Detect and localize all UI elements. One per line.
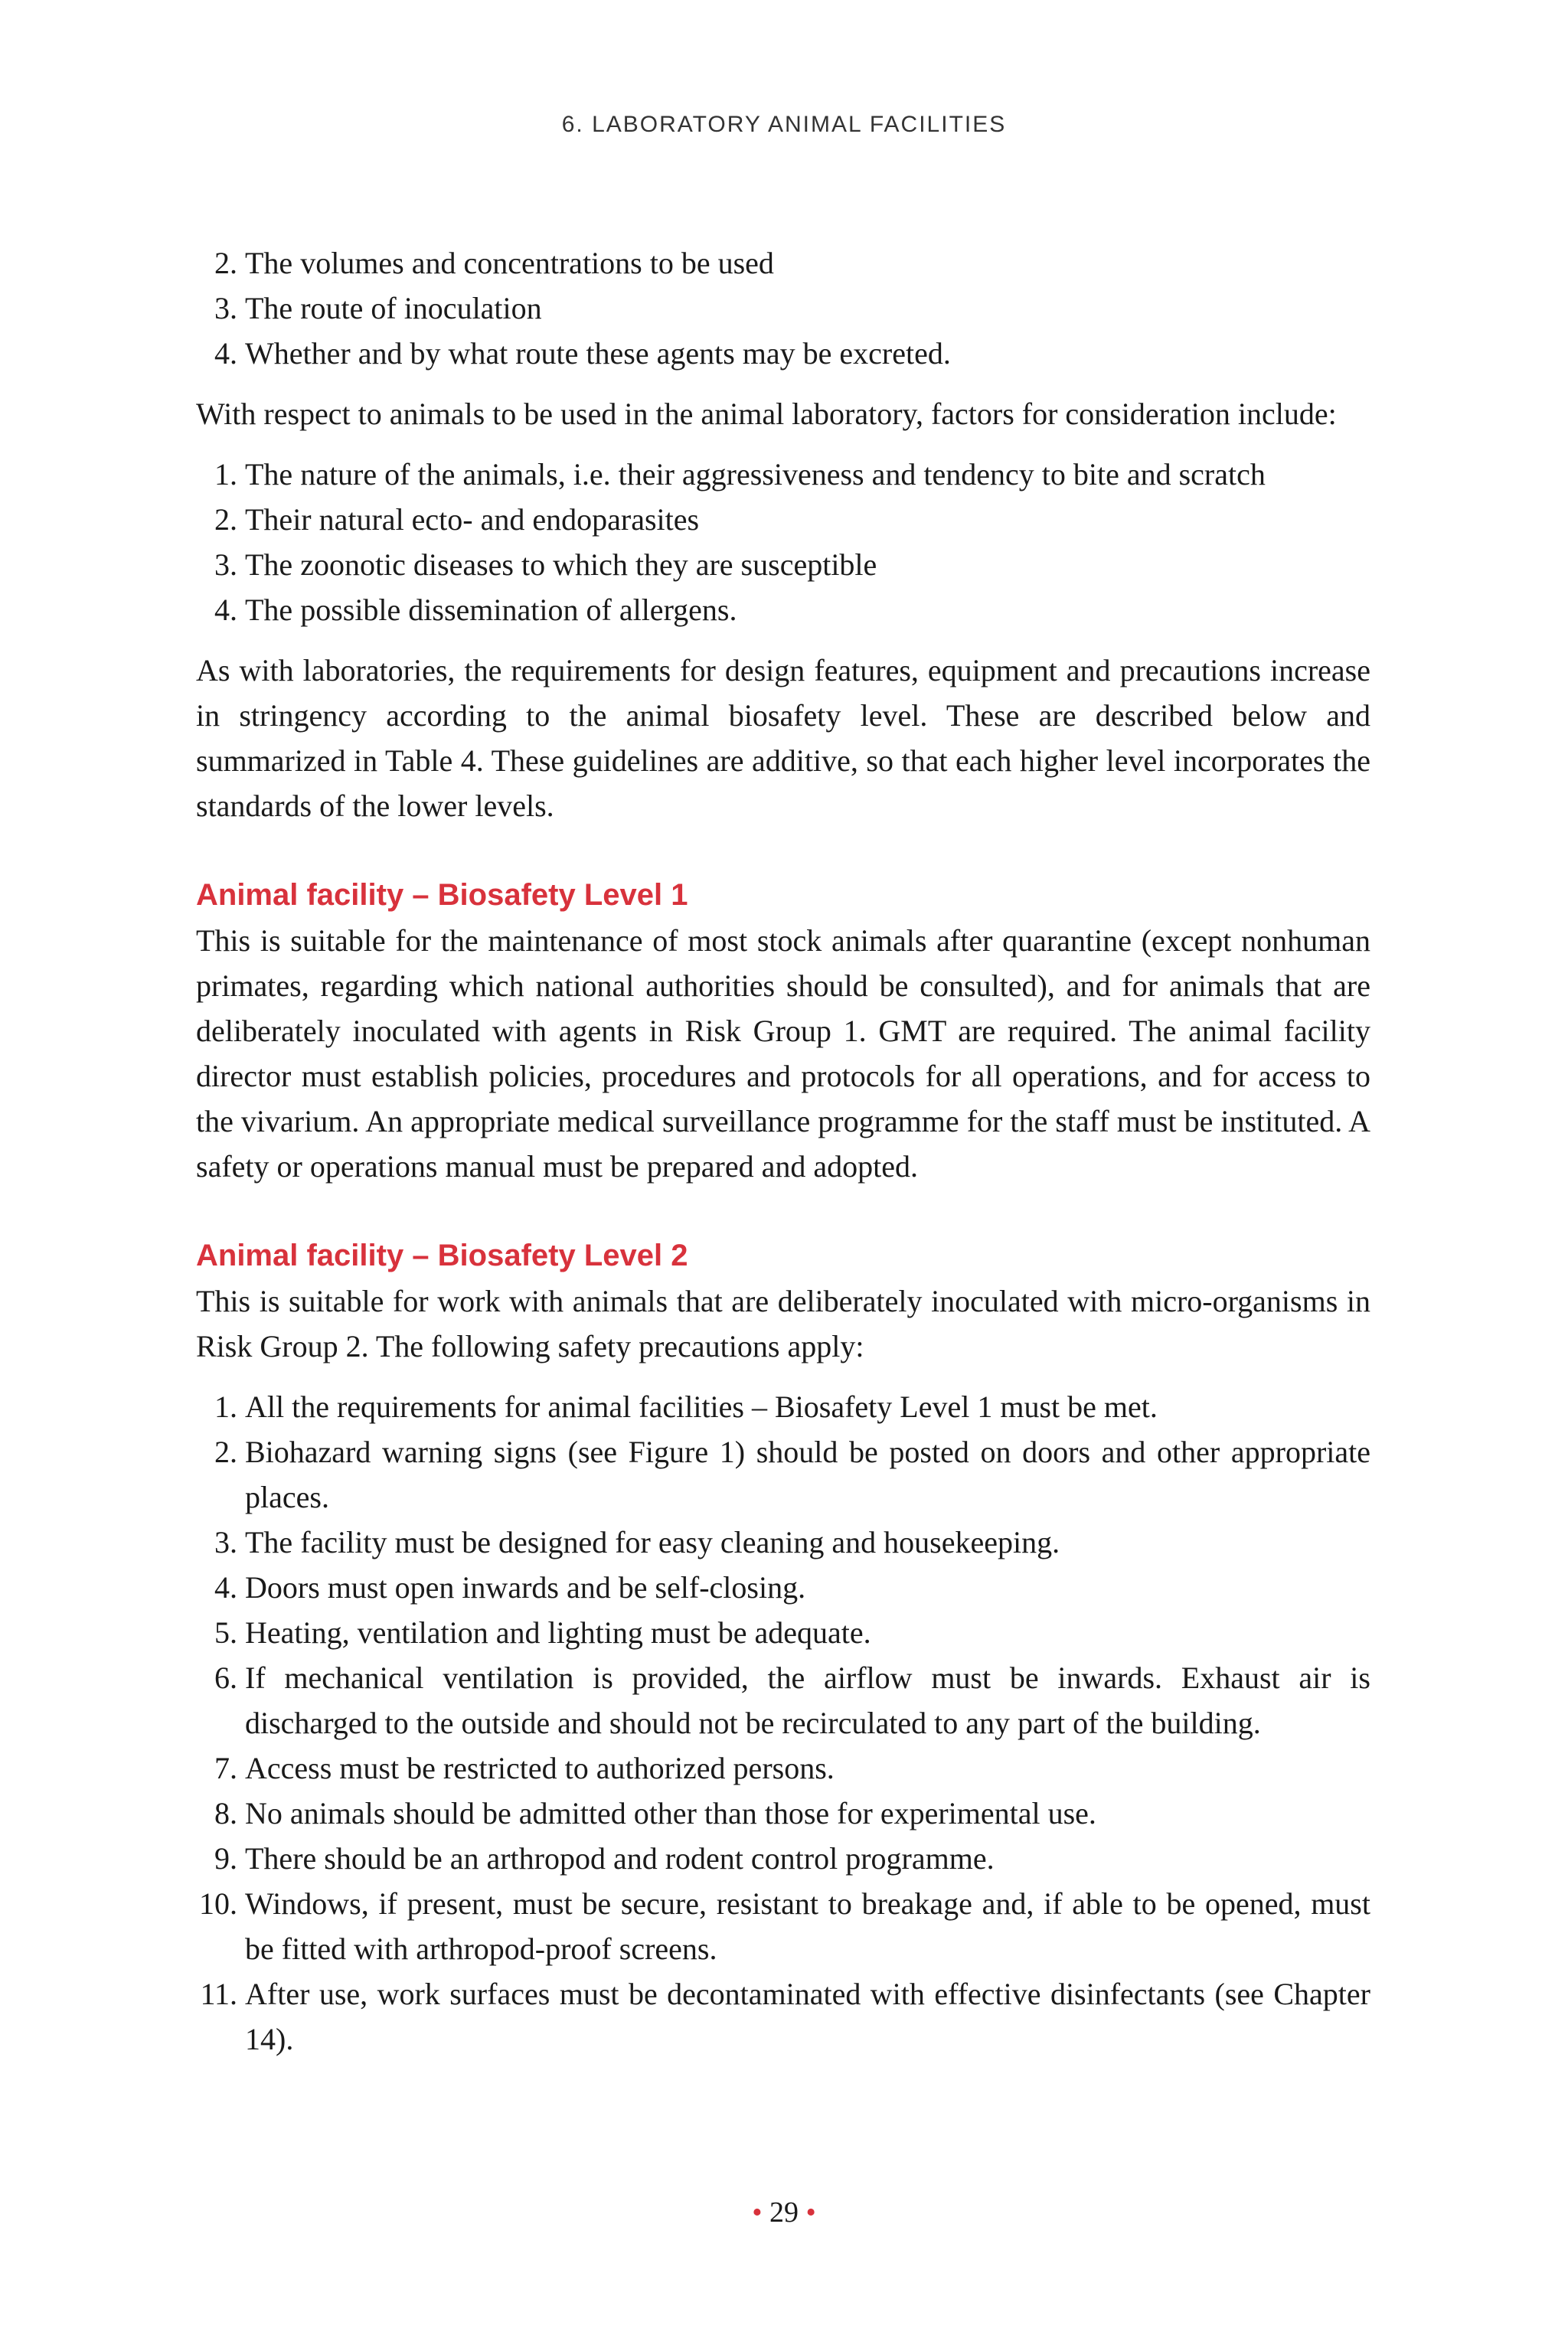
list-item <box>196 1745 1370 1791</box>
list-item-text: The route of inoculation <box>245 291 542 325</box>
list-item <box>196 1384 1370 1429</box>
list-item-text: If mechanical ventilation is provided, the airflow must be inwards. Exhaust air is discharged to the outside and should not be recirculated to any part of the building. <box>245 1661 1370 1740</box>
list-item <box>196 1836 1370 1881</box>
requirements-paragraph: As with laboratories, the requirements for design features, equipment and precautions increase in stringency according to the animal biosafety level. These are described below and summarized in Table 4. These guidelines are additive, so that each higher level incorporates the standards of the lower levels. <box>196 653 1370 823</box>
list-item <box>196 1610 1370 1655</box>
list-item-text: All the requirements for animal facilities – Biosafety Level 1 must be met. <box>245 1390 1158 1424</box>
list-item <box>196 240 1370 286</box>
animals-intro-paragraph: With respect to animals to be used in the animal laboratory, factors for consideration include: <box>196 397 1337 431</box>
bsl1-paragraph: This is suitable for the maintenance of most stock animals after quarantine (except nonhuman primates, regarding which national authorities should be consulted), and for animals that are deliberately inoculated with agents in Risk Group 1. GMT are required. The animal facility director must establish policies, procedures and protocols for all operations, and for access to the vivarium. An appropriate medical surveillance programme for the staff must be instituted. A safety or operations manual must be prepared and adopted. <box>196 923 1370 1184</box>
list-item <box>196 1429 1370 1520</box>
animal-factors-list <box>196 452 1370 632</box>
list-item-number: 4. <box>214 1570 237 1605</box>
agent-factors-list <box>196 240 1370 376</box>
list-item-number: 2. <box>214 246 237 280</box>
bullet-icon: • <box>805 2196 816 2229</box>
list-item <box>196 1881 1370 1971</box>
list-item-number: 10. <box>199 1886 237 1921</box>
list-item-number: 2. <box>214 502 237 537</box>
list-item-text: The volumes and concentrations to be used <box>245 246 774 280</box>
list-item-number: 1. <box>214 457 237 491</box>
list-item <box>196 542 1370 587</box>
list-item-text: Their natural ecto- and endoparasites <box>245 502 700 537</box>
list-item-text: Biohazard warning signs (see Figure 1) should be posted on doors and other appropriate places. <box>245 1435 1370 1514</box>
list-item-number: 7. <box>214 1751 237 1785</box>
list-item-text: The facility must be designed for easy cleaning and housekeeping. <box>245 1525 1060 1559</box>
list-item-number: 9. <box>214 1841 237 1876</box>
list-item-text: Heating, ventilation and lighting must be adequate. <box>245 1615 871 1650</box>
bsl2-heading: Animal facility – Biosafety Level 2 <box>196 1239 688 1272</box>
list-item-text: Whether and by what route these agents may be excreted. <box>245 336 951 371</box>
running-header: 6. LABORATORY ANIMAL FACILITIES <box>561 112 1007 137</box>
bsl2-precautions-list <box>196 1384 1370 2062</box>
list-item-number: 3. <box>214 1525 237 1559</box>
list-item <box>196 452 1370 497</box>
list-item <box>196 497 1370 542</box>
bsl1-heading: Animal facility – Biosafety Level 1 <box>196 878 688 912</box>
bsl2-paragraph: This is suitable for work with animals that are deliberately inoculated with micro-organisms in Risk Group 2. The following safety precautions apply: <box>196 1284 1370 1363</box>
list-item-text: After use, work surfaces must be decontaminated with effective disinfectants (see Chapter 14). <box>245 1977 1370 2056</box>
page-number-value: 29 <box>769 2196 799 2229</box>
list-item-number: 8. <box>214 1796 237 1830</box>
bullet-icon: • <box>752 2196 763 2229</box>
list-item <box>196 1971 1370 2062</box>
list-item-number: 3. <box>214 547 237 582</box>
list-item-text: Windows, if present, must be secure, resistant to breakage and, if able to be opened, must be fitted with arthropod-proof screens. <box>245 1886 1370 1966</box>
list-item-number: 5. <box>214 1615 237 1650</box>
list-item-number: 4. <box>214 593 237 627</box>
list-item-number: 11. <box>200 1977 237 2011</box>
list-item-text: Access must be restricted to authorized persons. <box>245 1751 835 1785</box>
list-item-number: 6. <box>214 1661 237 1695</box>
list-item-text: The nature of the animals, i.e. their aggressiveness and tendency to bite and scratch <box>245 457 1266 491</box>
list-item <box>196 1520 1370 1565</box>
list-item <box>196 1655 1370 1745</box>
list-item <box>196 1791 1370 1836</box>
list-item-text: There should be an arthropod and rodent control programme. <box>245 1841 995 1876</box>
list-item-number: 4. <box>214 336 237 371</box>
list-item-number: 3. <box>214 291 237 325</box>
list-item <box>196 587 1370 632</box>
list-item <box>196 1565 1370 1610</box>
list-item-number: 2. <box>214 1435 237 1469</box>
page-number <box>0 2196 1568 2229</box>
list-item-text: The possible dissemination of allergens. <box>245 593 737 627</box>
list-item <box>196 331 1370 376</box>
list-item-text: No animals should be admitted other than those for experimental use. <box>245 1796 1096 1830</box>
list-item-text: Doors must open inwards and be self-closing. <box>245 1570 806 1605</box>
page-body <box>196 240 1370 2077</box>
list-item-number: 1. <box>214 1390 237 1424</box>
list-item <box>196 286 1370 331</box>
list-item-text: The zoonotic diseases to which they are susceptible <box>245 547 877 582</box>
